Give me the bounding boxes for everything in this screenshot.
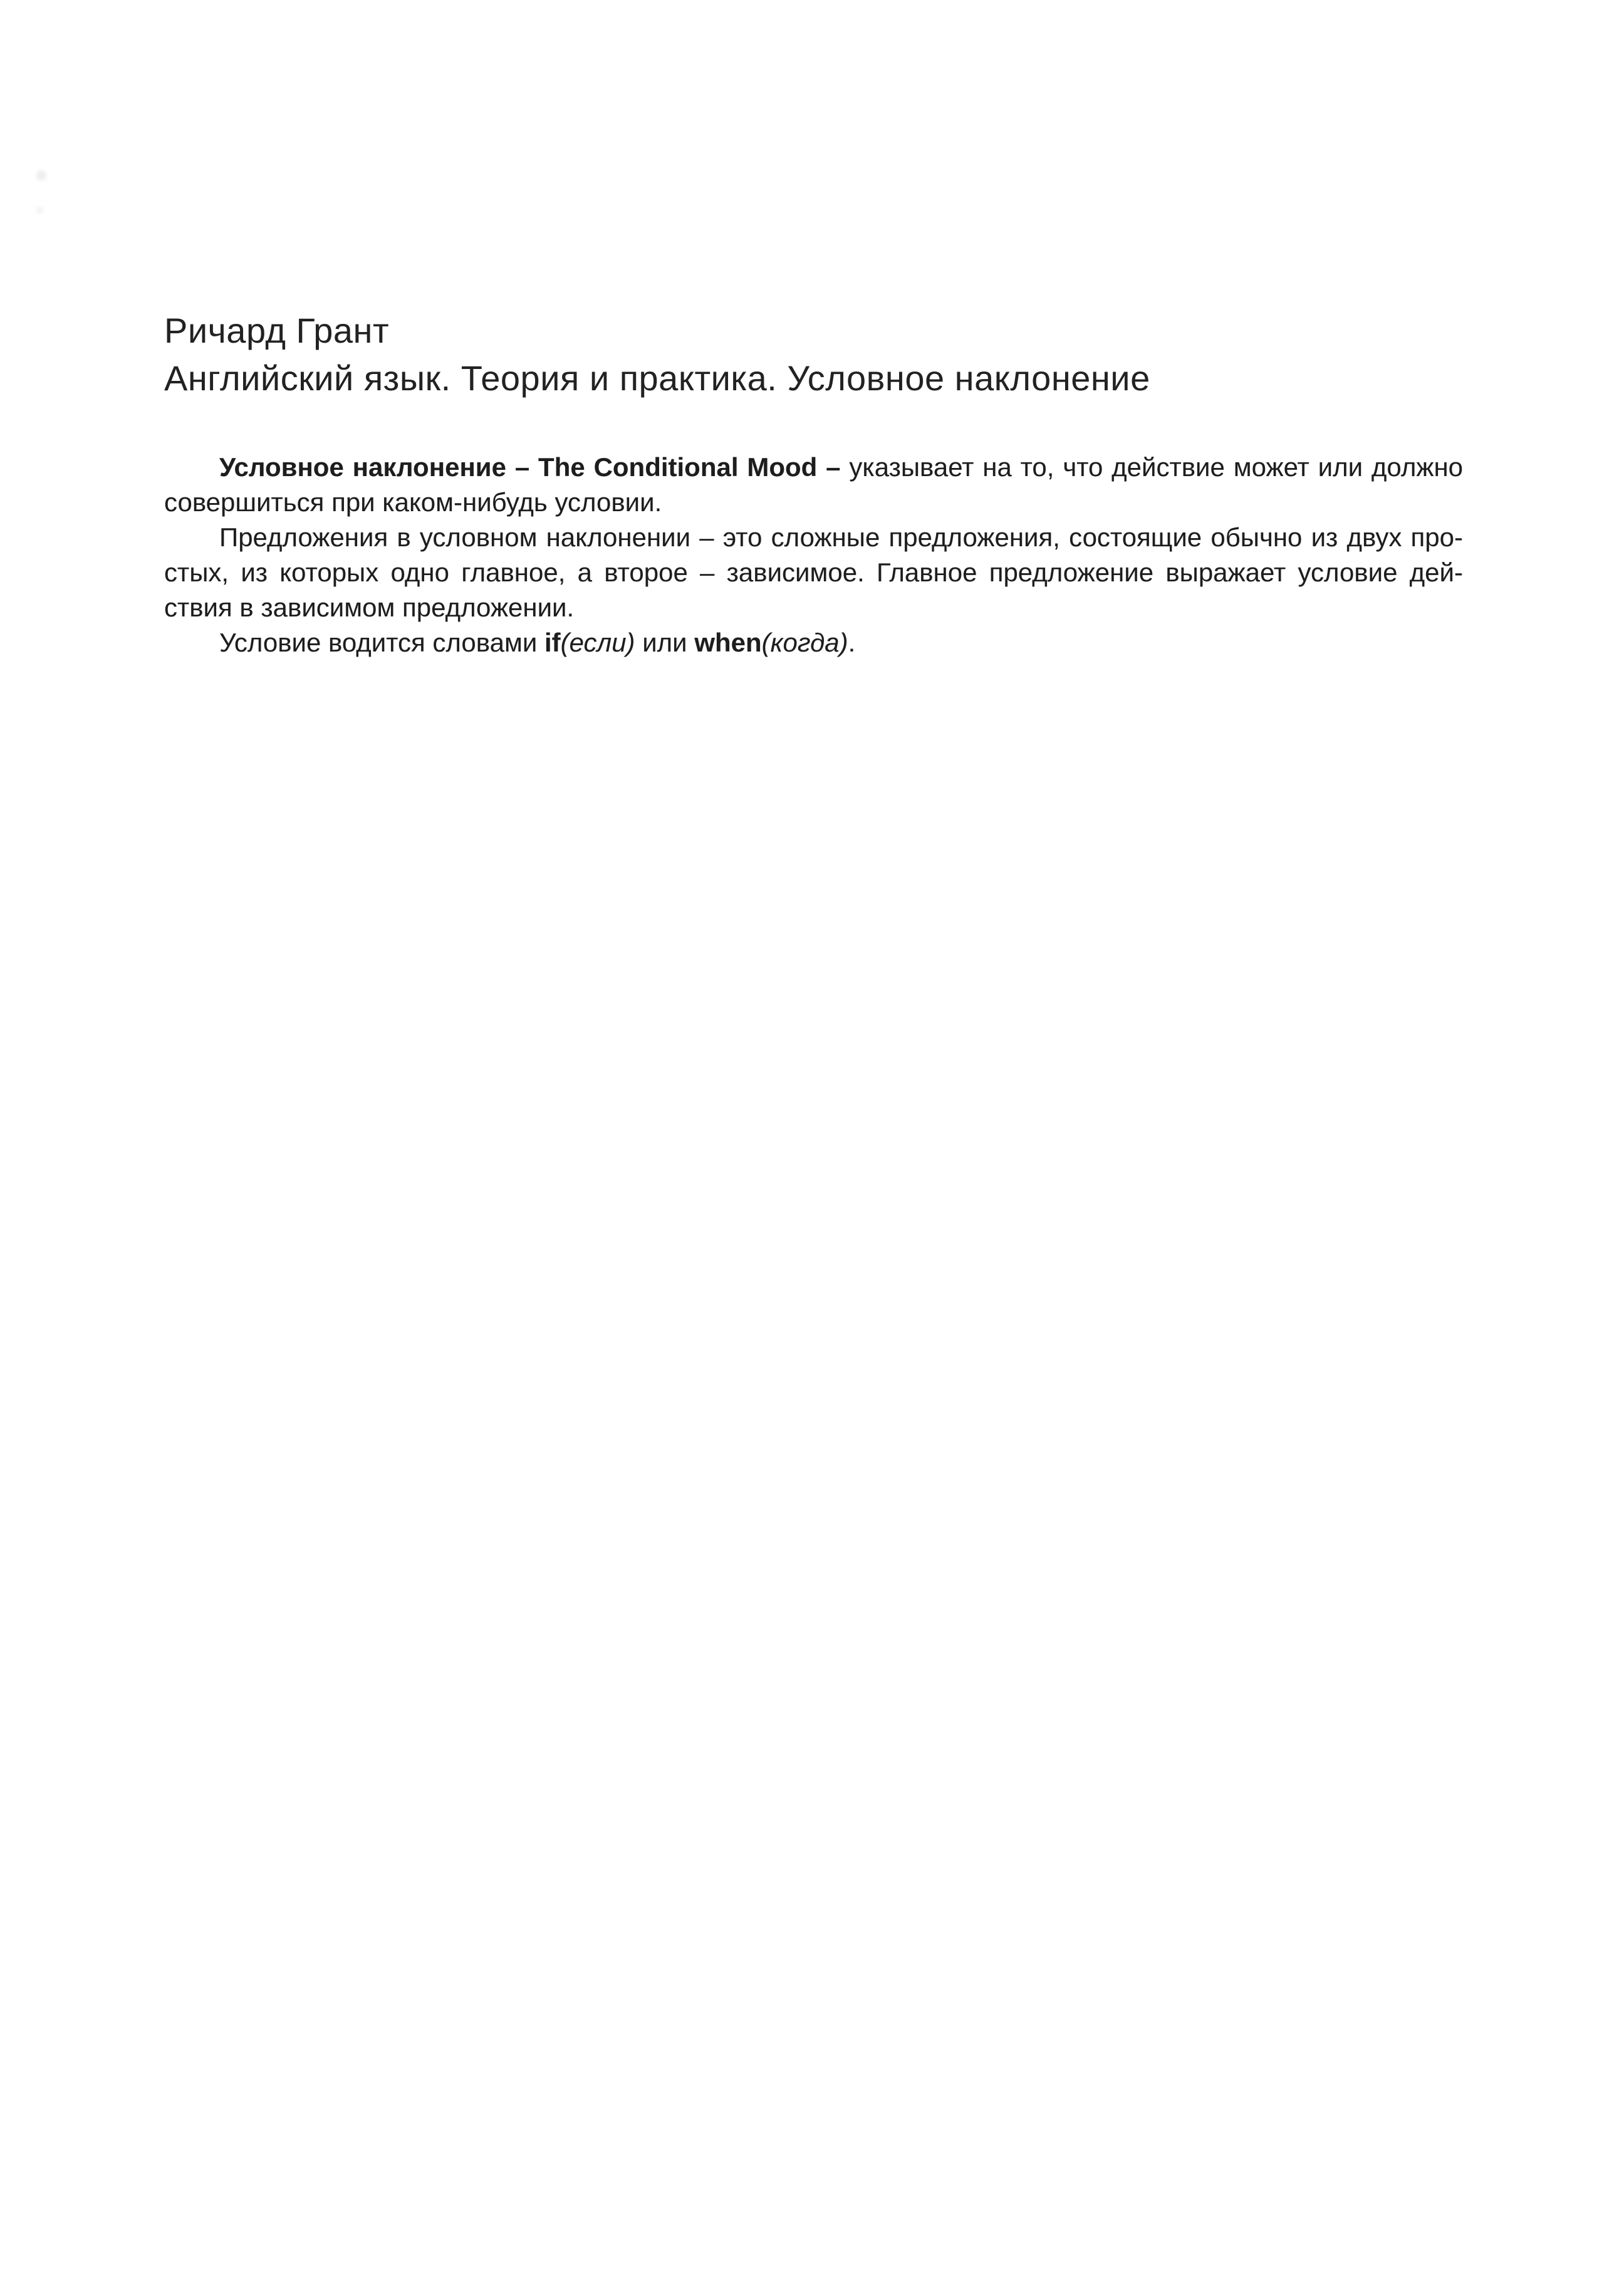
text-line [164,450,1463,485]
text-line [164,625,1463,660]
book-title: Английский язык. Теория и практика. Условное наклонение [164,358,1150,398]
italic-esli: (если) [560,628,635,657]
text-run: ствия в зависимом предложении. [164,593,575,622]
text-run: стых, из которых одно главное, а второе – зависимое. Главное предложение выражает условие дей- [164,558,1463,587]
text-line [164,520,1463,555]
bold-if: if [544,628,561,657]
scan-artifact-dot [36,170,46,180]
paragraph-structure [164,520,1463,625]
text-run: Предложения в условном наклонении – это сложные предложения, состоящие обычно из двух про- [219,522,1463,552]
bold-when: when [694,628,762,657]
text-run: . [848,628,856,657]
italic-kogda: (когда) [761,628,848,657]
text-line [164,485,1463,520]
text-run: совершиться при каком-нибудь условии. [164,487,662,517]
text-line [164,555,1463,590]
scan-artifact-dot-small [36,207,43,214]
bold-term: Условное наклонение – The Conditional Mood – [219,452,850,482]
text-run: указывает на то, что действие может или должно [849,452,1463,482]
text-run: Условие водится словами [219,628,544,657]
text-line [164,590,1463,625]
author-name: Ричард Грант [164,311,390,350]
document-body [164,450,1463,660]
book-header [164,307,1463,402]
paragraph-conjunctions [164,625,1463,660]
text-content [164,307,1463,660]
paragraph-definition [164,450,1463,520]
text-run: или [635,628,695,657]
